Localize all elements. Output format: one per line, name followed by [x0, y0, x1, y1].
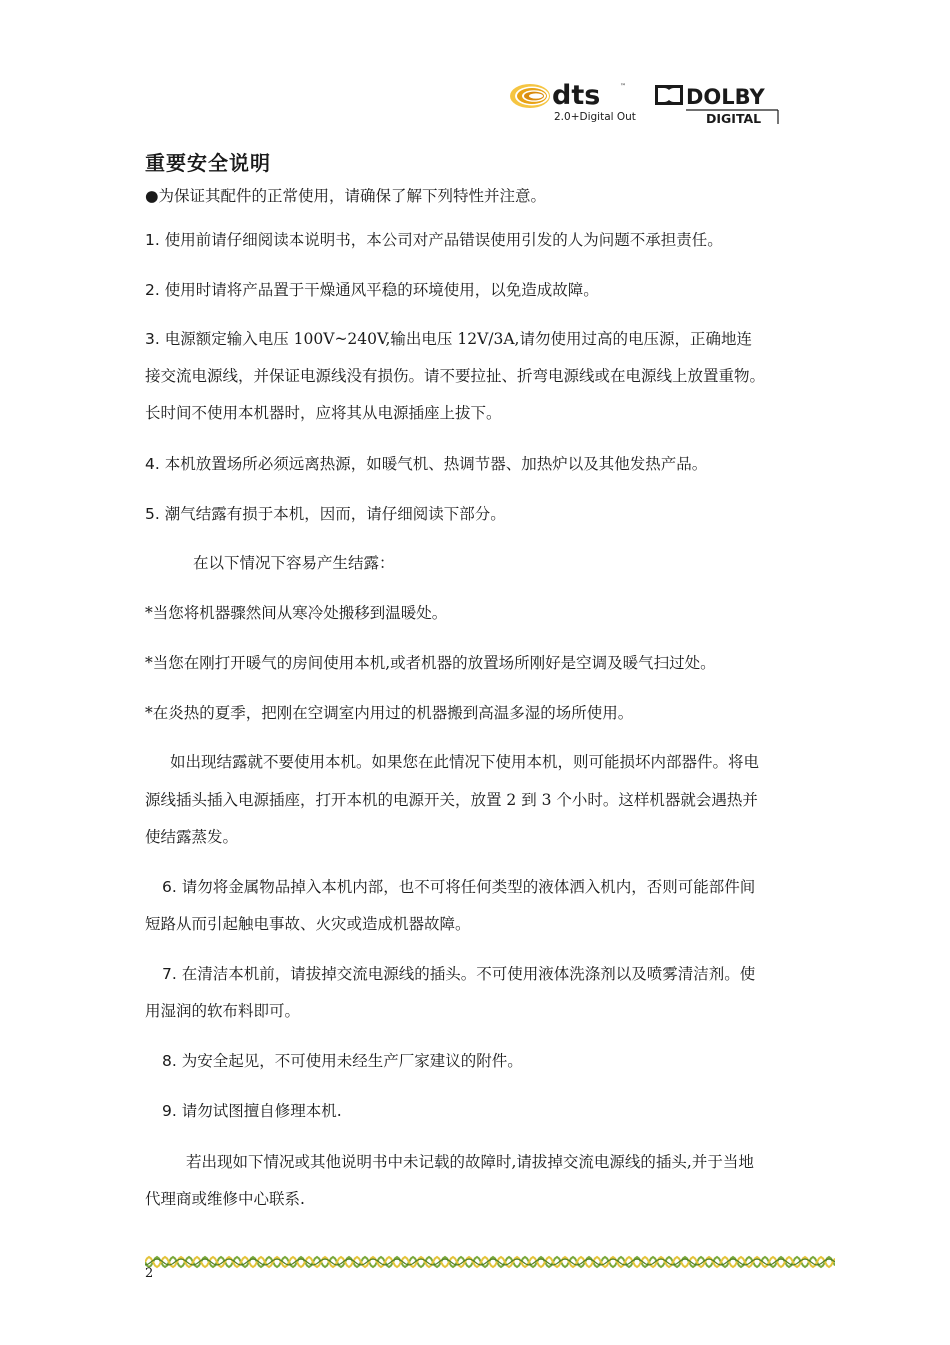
- condensation-case-1: *当您将机器骤然间从寒冷处搬移到温暖处。: [145, 604, 448, 622]
- condensation-case-2: *当您在刚打开暖气的房间使用本机,或者机器的放置场所刚好是空调及暖气扫过处。: [145, 654, 716, 672]
- list-item-1: [145, 222, 815, 259]
- item-number: 8.: [162, 1052, 177, 1070]
- item-text-line: 请勿将金属物品掉入本机内部，也不可将任何类型的液体洒入机内，否则可能部件间: [181, 878, 756, 896]
- closing-line-1: 若出现如下情况或其他说明书中未记载的故障时,请拔掉交流电源线的插头,并于当地: [186, 1153, 754, 1171]
- item-number: 9.: [162, 1102, 177, 1120]
- item-number: 2.: [145, 281, 160, 299]
- item-text: 使用时请将产品置于干燥通风平稳的环境使用，以免造成故障。: [164, 281, 599, 299]
- list-item-3: [145, 321, 815, 358]
- intro-note: ●为保证其配件的正常使用，请确保了解下列特性并注意。: [145, 187, 547, 205]
- condensation-note-line-1: 如出现结露就不要使用本机。如果您在此情况下使用本机，则可能损坏内部器件。将电: [170, 753, 760, 771]
- decorative-wave-divider: [145, 1252, 835, 1272]
- dolby-wordmark: DOLBY: [686, 85, 765, 109]
- item-text-line: 在清洁本机前，请拔掉交流电源线的插头。不可使用液体洗涤剂以及喷雾清洁剂。使: [181, 965, 756, 983]
- item-number: 4.: [145, 455, 160, 473]
- list-item-6-line-2: 短路从而引起触电事故、火灾或造成机器故障。: [145, 915, 471, 933]
- list-item-7-line-2: 用湿润的软布料即可。: [145, 1002, 301, 1020]
- list-item-4: [145, 446, 815, 483]
- item-text: 使用前请仔细阅读本说明书，本公司对产品错误使用引发的人为问题不承担责任。: [164, 231, 723, 249]
- condensation-intro: 在以下情况下容易产生结露：: [193, 554, 395, 572]
- condensation-note-line-2: 源线插头插入电源插座，打开本机的电源开关，放置 2 到 3 个小时。这样机器就会遇热并: [145, 791, 758, 809]
- condensation-note-line-3: 使结露蒸发。: [145, 828, 239, 846]
- item-number: 7.: [162, 965, 177, 983]
- dts-tagline: 2.0+Digital Out: [554, 111, 636, 123]
- list-item-8: [162, 1043, 832, 1080]
- list-item-9: [162, 1093, 832, 1130]
- item-number: 6.: [162, 878, 177, 896]
- dts-wordmark: dts: [552, 80, 601, 111]
- item-number: 1.: [145, 231, 160, 249]
- dts-trademark: ™: [620, 83, 626, 90]
- dolby-double-d-icon: [655, 85, 683, 105]
- item-number: 3.: [145, 330, 160, 348]
- closing-line-2: 代理商或维修中心联系.: [145, 1190, 305, 1208]
- item-text: 请勿试图擅自修理本机.: [181, 1102, 342, 1120]
- dolby-digital-label: DIGITAL: [706, 111, 762, 126]
- list-item-6: [162, 869, 832, 906]
- condensation-case-3: *在炎热的夏季，把刚在空调室内用过的机器搬到高温多湿的场所使用。: [145, 704, 634, 722]
- page-title: 重要安全说明: [145, 151, 271, 175]
- item-text-line: 电源额定输入电压 100V~240V,输出电压 12V/3A,请勿使用过高的电压源，正确地连: [164, 330, 752, 348]
- item-text: 本机放置场所必须远离热源，如暖气机、热调节器、加热炉以及其他发热产品。: [164, 455, 708, 473]
- list-item-7: [162, 956, 832, 993]
- list-item-3-line-2: 接交流电源线，并保证电源线没有损伤。请不要拉扯、折弯电源线或在电源线上放置重物。: [145, 367, 766, 385]
- page-number: 2: [145, 1266, 154, 1281]
- dolby-logo: [654, 80, 780, 126]
- item-text: 为安全起见，不可使用未经生产厂家建议的附件。: [181, 1052, 523, 1070]
- brand-logos: [508, 74, 788, 130]
- list-item-5: [145, 496, 815, 533]
- list-item-3-line-3: 长时间不使用本机器时，应将其从电源插座上拔下。: [145, 404, 502, 422]
- dts-logo: [508, 76, 638, 124]
- item-number: 5.: [145, 505, 160, 523]
- item-text: 潮气结露有损于本机，因而，请仔细阅读下部分。: [164, 505, 506, 523]
- list-item-2: [145, 272, 815, 309]
- dts-swoosh-icon: [510, 84, 550, 108]
